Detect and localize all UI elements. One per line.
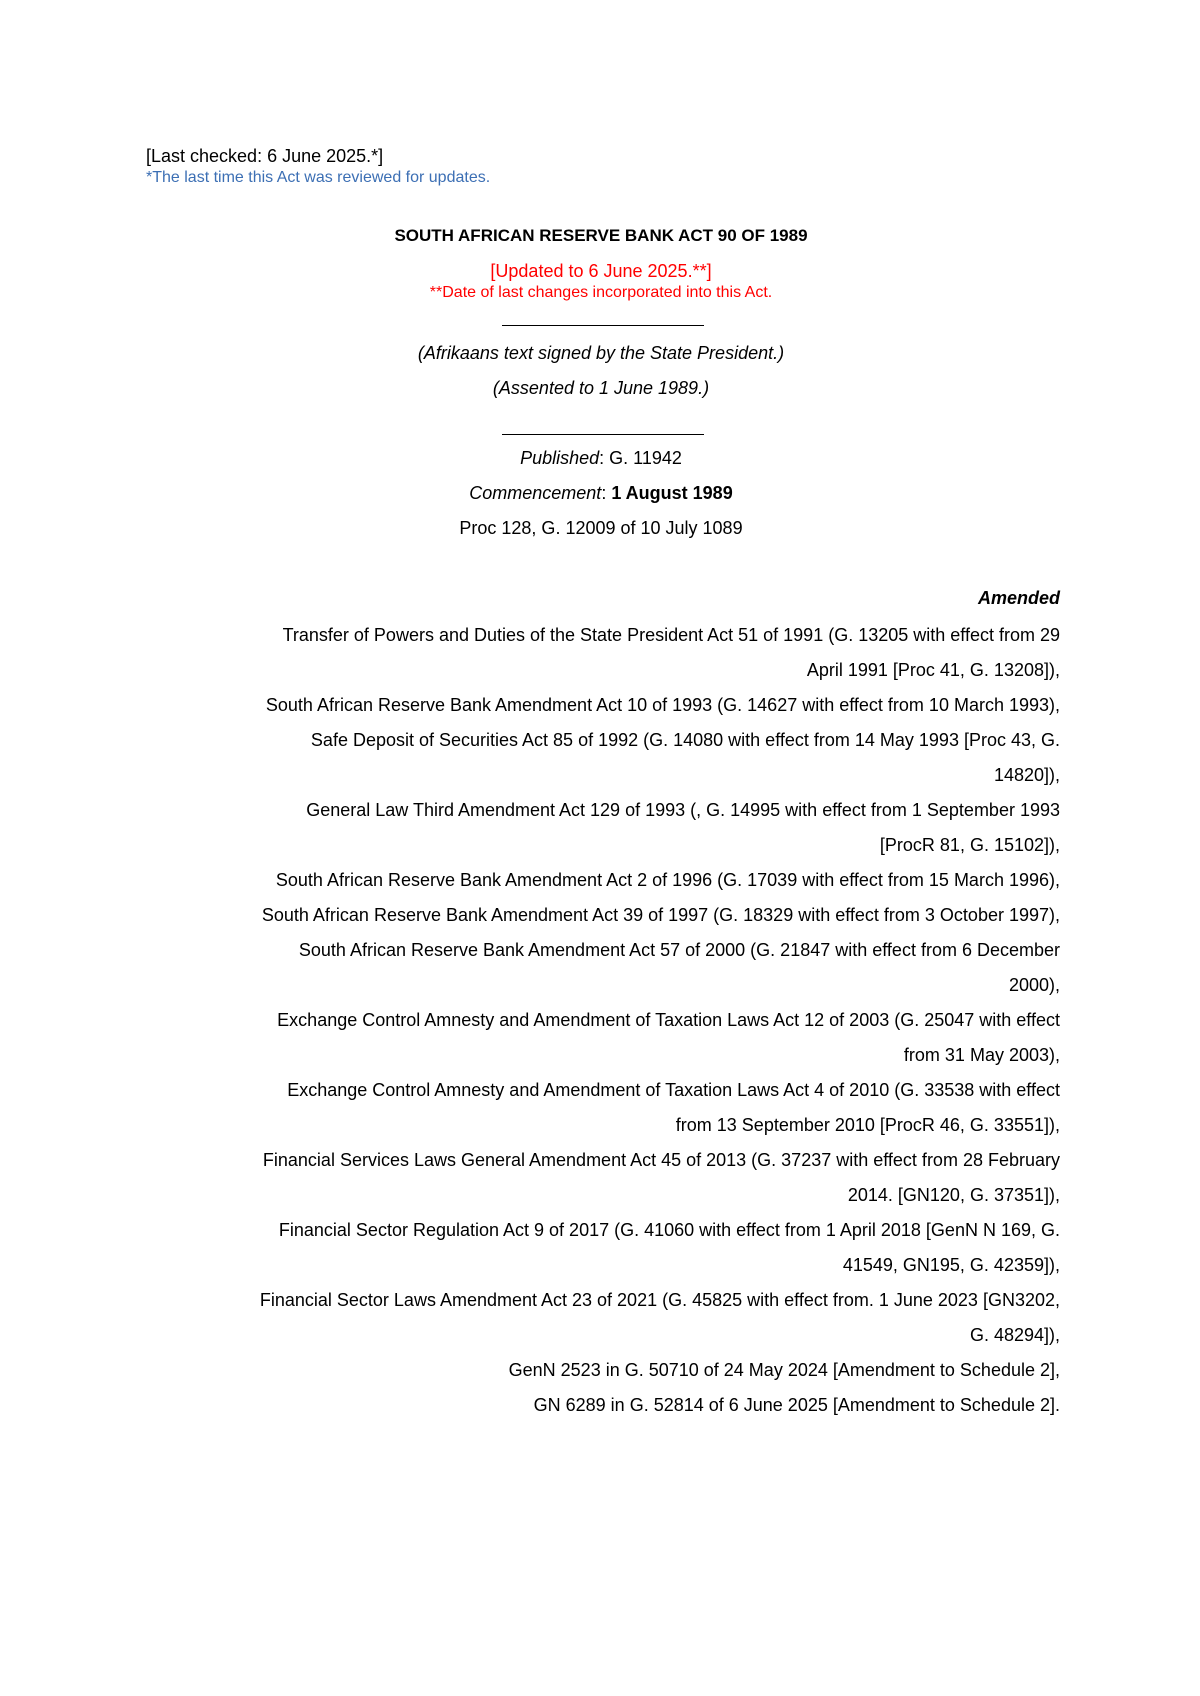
amendment-line: [ProcR 81, G. 15102]), <box>879 835 1060 855</box>
published-value: : G. 11942 <box>599 448 682 468</box>
updated-line: [Updated to 6 June 2025.**] <box>490 261 712 281</box>
assented-line: (Assented to 1 June 1989.) <box>492 378 710 398</box>
amendment-line: 41549, GN195, G. 42359]), <box>842 1255 1060 1275</box>
amendment-line: Exchange Control Amnesty and Amendment of Taxation Laws Act 12 of 2003 (G. 25047 with effect <box>277 1010 1060 1030</box>
amendment-line: 2000), <box>1008 975 1060 995</box>
amendment-line: from 13 September 2010 [ProcR 46, G. 33551]), <box>675 1115 1060 1135</box>
amendment-line: GN 6289 in G. 52814 of 6 June 2025 [Amendment to Schedule 2]. <box>533 1395 1060 1415</box>
amendment-line: Financial Sector Regulation Act 9 of 2017 (G. 41060 with effect from 1 April 2018 [GenN N 169, G. <box>278 1220 1060 1240</box>
amendment-line: South African Reserve Bank Amendment Act 57 of 2000 (G. 21847 with effect from 6 December <box>298 940 1060 960</box>
amendment-line: Financial Sector Laws Amendment Act 23 of 2021 (G. 45825 with effect from. 1 June 2023 [GN3202, <box>259 1290 1060 1310</box>
amendment-line: South African Reserve Bank Amendment Act 10 of 1993 (G. 14627 with effect from 10 March 1993), <box>265 695 1060 715</box>
horizontal-rule <box>502 434 704 435</box>
amendment-line: Financial Services Laws General Amendment Act 45 of 2013 (G. 37237 with effect from 28 February <box>262 1150 1060 1170</box>
last-checked-note: *The last time this Act was reviewed for updates. <box>146 169 491 186</box>
amendment-line: from 31 May 2003), <box>903 1045 1060 1065</box>
commencement-colon: : <box>601 483 612 503</box>
amendment-line: GenN 2523 in G. 50710 of 24 May 2024 [Amendment to Schedule 2], <box>508 1360 1060 1380</box>
published-label: Published <box>520 448 600 468</box>
amendment-line: General Law Third Amendment Act 129 of 1993 (, G. 14995 with effect from 1 September 1993 <box>306 800 1060 820</box>
updated-note: **Date of last changes incorporated into this Act. <box>429 284 773 301</box>
amendment-line: South African Reserve Bank Amendment Act 2 of 1996 (G. 17039 with effect from 15 March 1996), <box>275 870 1060 890</box>
amendment-line: Transfer of Powers and Duties of the State President Act 51 of 1991 (G. 13205 with effect from 29 <box>282 625 1060 645</box>
amendment-line: G. 48294]), <box>969 1325 1060 1345</box>
amendment-line: 2014. [GN120, G. 37351]), <box>847 1185 1060 1205</box>
amendment-line: South African Reserve Bank Amendment Act 39 of 1997 (G. 18329 with effect from 3 October 1997), <box>261 905 1060 925</box>
commencement-line <box>146 482 1056 504</box>
amendment-line: Exchange Control Amnesty and Amendment of Taxation Laws Act 4 of 2010 (G. 33538 with effect <box>287 1080 1060 1100</box>
last-checked-line: [Last checked: 6 June 2025.*] <box>146 146 384 166</box>
commencement-value: 1 August 1989 <box>611 483 733 503</box>
amended-heading: Amended <box>977 588 1060 608</box>
amendments-list <box>146 618 1060 1423</box>
horizontal-rule <box>502 325 704 326</box>
amendment-line: April 1991 [Proc 41, G. 13208]), <box>806 660 1060 680</box>
published-line <box>146 447 1056 469</box>
proclamation-line: Proc 128, G. 12009 of 10 July 1089 <box>459 518 743 538</box>
amendment-line: 14820]), <box>993 765 1060 785</box>
commencement-label: Commencement <box>469 483 602 503</box>
act-title: SOUTH AFRICAN RESERVE BANK ACT 90 OF 1989 <box>394 226 808 245</box>
afrikaans-note: (Afrikaans text signed by the State President.) <box>417 343 785 363</box>
amendment-line: Safe Deposit of Securities Act 85 of 1992 (G. 14080 with effect from 14 May 1993 [Proc 43, G. <box>310 730 1060 750</box>
